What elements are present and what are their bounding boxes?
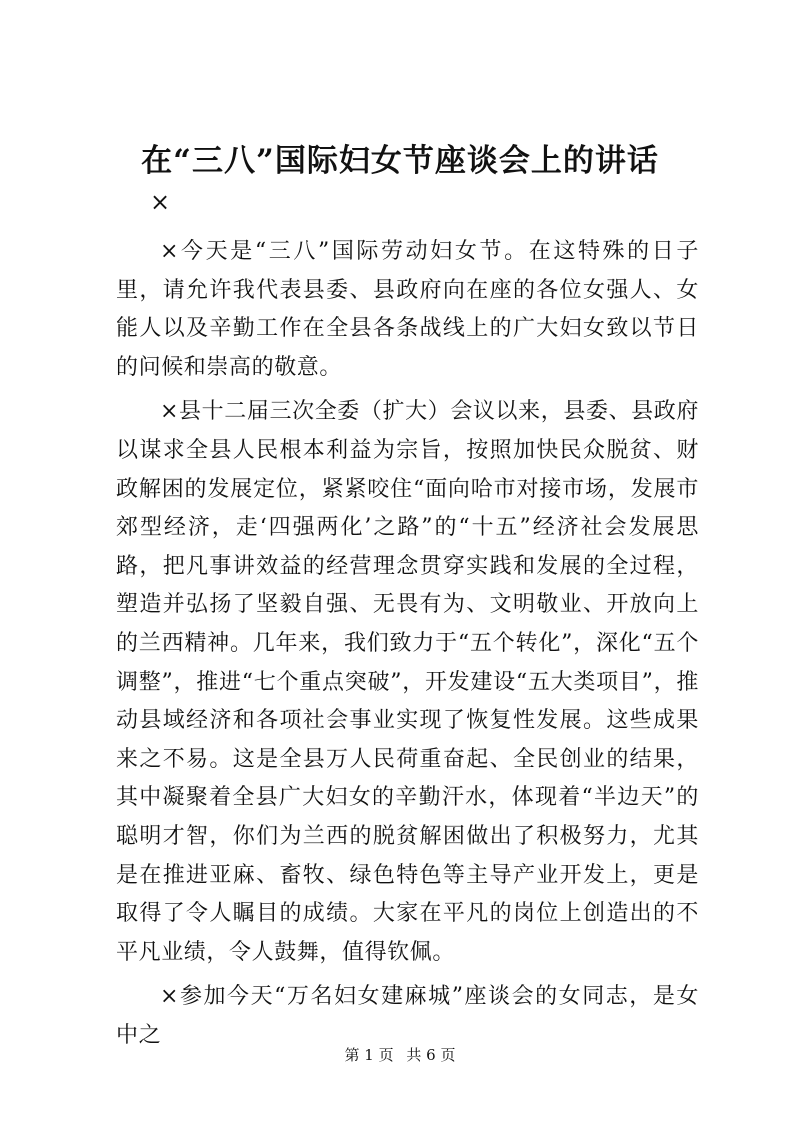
- author-line: ×: [150, 188, 171, 216]
- page-total: 共 6 页: [406, 1046, 456, 1064]
- document-title: 在“三八”国际妇女节座谈会上的讲话: [141, 143, 659, 179]
- paragraph-2: ×县十二届三次全委（扩大）会议以来，县委、县政府以谋求全县人民根本利益为宗旨，按照加快民众脱贫、财政解困的发展定位，紧紧咬住“面向哈市对接市场，发展市郊型经济，走‘四强两化’之路”的“十五”经济社会发展思路，把凡事讲效益的经营理念贯穿实践和发展的全过程，塑造并弘扬了坚毅自强、无畏有为、文明敬业、开放向上的兰西精神。几年来，我们致力于“五个转化”，深化“五个调整”，推进“七个重点突破”，开发建设“五大类项目”，推动县域经济和各项社会事业实现了恢复性发展。这些成果来之不易。这是全县万人民荷重奋起、全民创业的结果，其中凝聚着全县广大妇女的辛勤汗水，体现着“半边天”的聪明才智，你们为兰西的脱贫解困做出了积极努力，尤其是在推进亚麻、畜牧、绿色特色等主导产业开发上，更是取得了令人瞩目的成绩。大家在平凡的岗位上创造出的不平凡业绩，令人鼓舞，值得钦佩。: [116, 399, 699, 965]
- page-number: 第 1 页: [344, 1046, 394, 1064]
- page-footer: [0, 1045, 800, 1065]
- document-body: [116, 233, 699, 1061]
- paragraph-1: ×今天是“三八”国际劳动妇女节。在这特殊的日子里，请允许我代表县委、县政府向在座的各位女强人、女能人以及辛勤工作在全县各条战线上的广大妇女致以节日的问候和崇高的敬意。: [116, 239, 699, 380]
- paragraph-3: ×参加今天“万名妇女建麻城”座谈会的女同志，是女中之: [116, 984, 699, 1048]
